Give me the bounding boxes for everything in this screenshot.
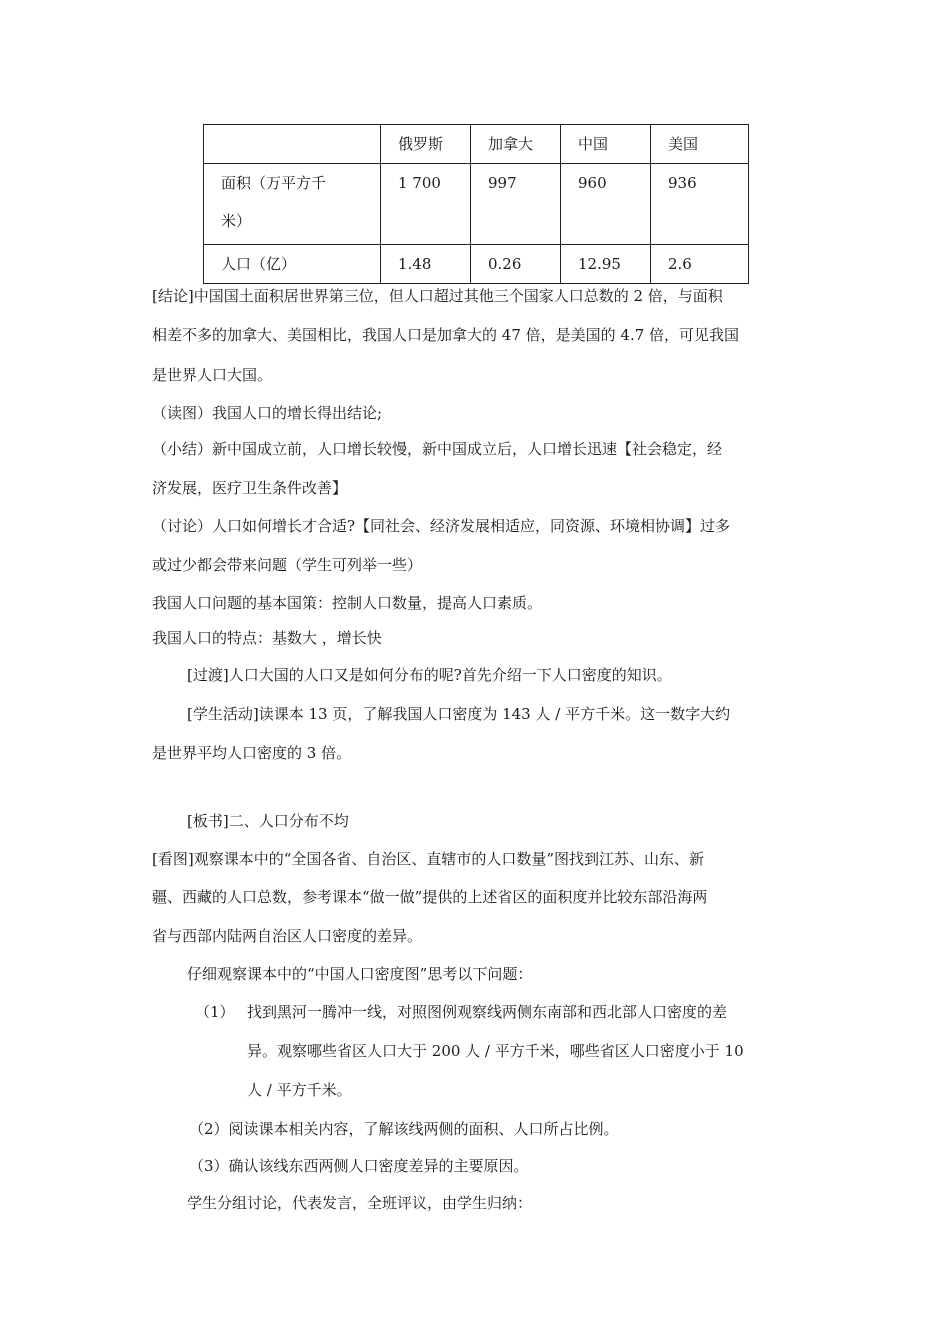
table-cell: 12.95 <box>561 245 651 284</box>
table-header-cell: 俄罗斯 <box>381 125 471 164</box>
table-cell: 1 700 <box>381 164 471 245</box>
look-map-line: 疆、西藏的人口总数，参考课本“做一做”提供的上述省区的面积度并比较东部沿海两 <box>152 888 708 906</box>
policy-line: 我国人口问题的基本国策：控制人口数量，提高人口素质。 <box>152 594 543 612</box>
read-map-line: （读图）我国人口的增长得出结论; <box>152 404 383 422</box>
summary-line: 济发展，医疗卫生条件改善】 <box>152 479 348 497</box>
table-header-row <box>204 125 749 164</box>
country-comparison-table <box>203 124 749 284</box>
conclusion-line: [结论]中国国土面积居世界第三位，但人口超过其他三个国家人口总数的 2 倍，与面积 <box>152 287 723 305</box>
discussion-line: 或过少都会带来问题（学生可列举一些） <box>152 556 423 574</box>
table-cell: 960 <box>561 164 651 245</box>
row-label-population: 人口（亿） <box>204 245 381 284</box>
table-cell: 1.48 <box>381 245 471 284</box>
row-label-line: 米） <box>221 212 252 230</box>
row-label-line: 面积（万平方千 <box>221 174 327 192</box>
conclusion-line: 相差不多的加拿大、美国相比，我国人口是加拿大的 47 倍，是美国的 4.7 倍，可见我国 <box>152 326 740 344</box>
table-header-cell: 美国 <box>651 125 749 164</box>
table-row <box>204 245 749 284</box>
question-2: （2）阅读课本相关内容，了解该线两侧的面积、人口所占比例。 <box>189 1120 619 1138</box>
board-heading: [板书]二、人口分布不均 <box>187 812 349 830</box>
table-cell: 2.6 <box>651 245 749 284</box>
table-header-cell <box>204 125 381 164</box>
table-row <box>204 164 749 245</box>
question-1 <box>195 1002 775 1022</box>
question-text: 找到黑河一腾冲一线，对照图例观察线两侧东南部和西北部人口密度的差 <box>247 1003 728 1021</box>
conclusion-line: 是世界人口大国。 <box>152 366 273 384</box>
table-header-cell: 加拿大 <box>471 125 561 164</box>
question-number: （1） <box>195 1003 235 1021</box>
look-map-line: [看图]观察课本中的“全国各省、自治区、直辖市的人口数量”图找到江苏、山东、新 <box>152 850 705 868</box>
row-label-area <box>204 164 381 245</box>
question-1-line: 人 / 平方千米。 <box>247 1081 352 1099</box>
summary-line: （小结）新中国成立前，人口增长较慢，新中国成立后，人口增长迅速【社会稳定，经 <box>152 440 723 458</box>
table-cell: 997 <box>471 164 561 245</box>
activity-line: [学生活动]读课本 13 页，了解我国人口密度为 143 人 / 平方千米。这一数字大约 <box>187 705 731 723</box>
discussion-line: （讨论）人口如何增长才合适?【同社会、经济发展相适应，同资源、环境相协调】过多 <box>152 517 731 535</box>
question-1-line: 异。观察哪些省区人口大于 200 人 / 平方千米，哪些省区人口密度小于 10 <box>247 1042 744 1060</box>
look-map-line: 省与西部内陆两自治区人口密度的差异。 <box>152 927 423 945</box>
question-3: （3）确认该线东西两侧人口密度差异的主要原因。 <box>189 1157 529 1175</box>
features-line: 我国人口的特点：基数大 ，增长快 <box>152 629 382 647</box>
table-cell: 0.26 <box>471 245 561 284</box>
table-header-cell: 中国 <box>561 125 651 164</box>
transition-line: [过渡]人口大国的人口又是如何分布的呢?首先介绍一下人口密度的知识。 <box>187 666 672 684</box>
activity-line: 是世界平均人口密度的 3 倍。 <box>152 744 352 762</box>
observe-line: 仔细观察课本中的“中国人口密度图”思考以下问题： <box>187 965 533 983</box>
table-cell: 936 <box>651 164 749 245</box>
group-discussion-line: 学生分组讨论，代表发言，全班评议，由学生归纳： <box>187 1194 533 1212</box>
